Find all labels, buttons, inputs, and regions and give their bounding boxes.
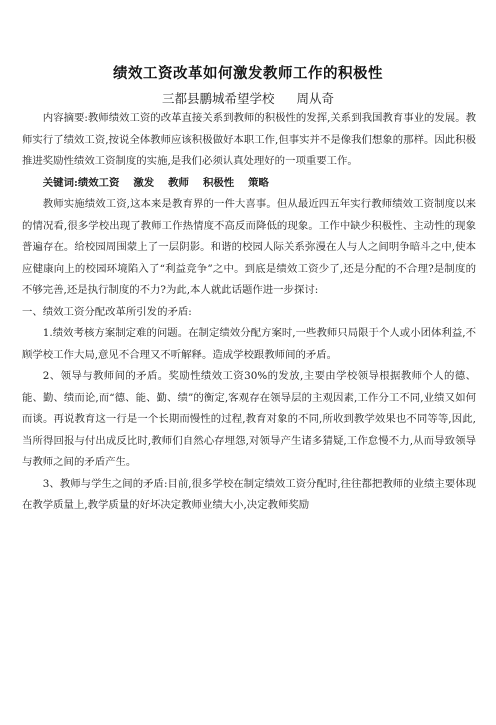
abstract-paragraph: 内容摘要:教师绩效工资的改革直接关系到教师的积极性的发挥,关系到我国教育事业的发展。教师实行了绩效工资,按说全体教师应该积极做好本职工作,但事实并不是像我们想象的那样。因此积极推进奖励性绩效工资制度的实施,是我们必须认真处理好的一项重要工作。 [22, 112, 476, 167]
keyword: 策略 [248, 176, 269, 189]
document-body [22, 108, 476, 517]
keyword: 教师 [168, 176, 189, 189]
keywords-label: 关键词: [42, 176, 78, 189]
keyword: 绩效工资 [77, 176, 120, 189]
list-item: 1.绩效考核方案制定难的问题。在制定绩效分配方案时,一些教师只局限于个人或小团体利益,不顾学校工作大局,意见不合理又不听解释。造成学校跟教师间的矛盾。 [22, 327, 476, 361]
list-item: 3、教师与学生之间的矛盾:目前,很多学校在制定绩效工资分配时,往往都把教师的业绩主要体现在教学质量上,教学质量的好坏决定教师业绩大小,决定教师奖励 [22, 477, 476, 511]
keywords-line [22, 173, 476, 195]
byline [0, 89, 496, 107]
school-name: 三都县鹏城希望学校 [161, 91, 275, 106]
keyword: 激发 [133, 176, 155, 189]
keyword: 积极性 [202, 176, 235, 189]
author-name: 周从奇 [296, 91, 335, 106]
document-title: 绩效工资改革如何激发教师工作的积极性 [113, 65, 383, 82]
list-item: 2、领导与教师间的矛盾。奖励性绩效工资30%的发放,主要由学校领导根据教师个人的德、能、勤、绩而论,而“德、能、勤、绩”的衡定,客观存在领导层的主观因素,工作分工不同,业绩又如何而谈。再说教育这一行是一个长期而慢性的过程,教育对象的不同,所收到教学效果也不同等等,因此,当所得回报与付出成反比时,教师们自然心存埋怨,对领导产生诸多猜疑,工作怠慢不力,从而导致领导与教师之间的矛盾产生。 [22, 370, 476, 468]
section-heading: 一、绩效工资分配改革所引发的矛盾: [22, 305, 192, 318]
intro-paragraph: 教师实施绩效工资,这本来是教育界的一件大喜事。但从最近四五年实行教师绩效工资制度以来的情况看,很多学校出现了教师工作热情度不高反而降低的现象。工作中缺少积极性、主动性的现象普遍存在。给校园周围蒙上了一层阴影。和谐的校园人际关系弥漫在人与人之间明争暗斗之中,使本应健康向上的校园环境陷入了“利益竞争”之中。到底是绩效工资少了,还是分配的不合理?是制度的不够完善,还是执行制度的不力?为此,本人就此话题作进一步探讨: [22, 198, 476, 296]
